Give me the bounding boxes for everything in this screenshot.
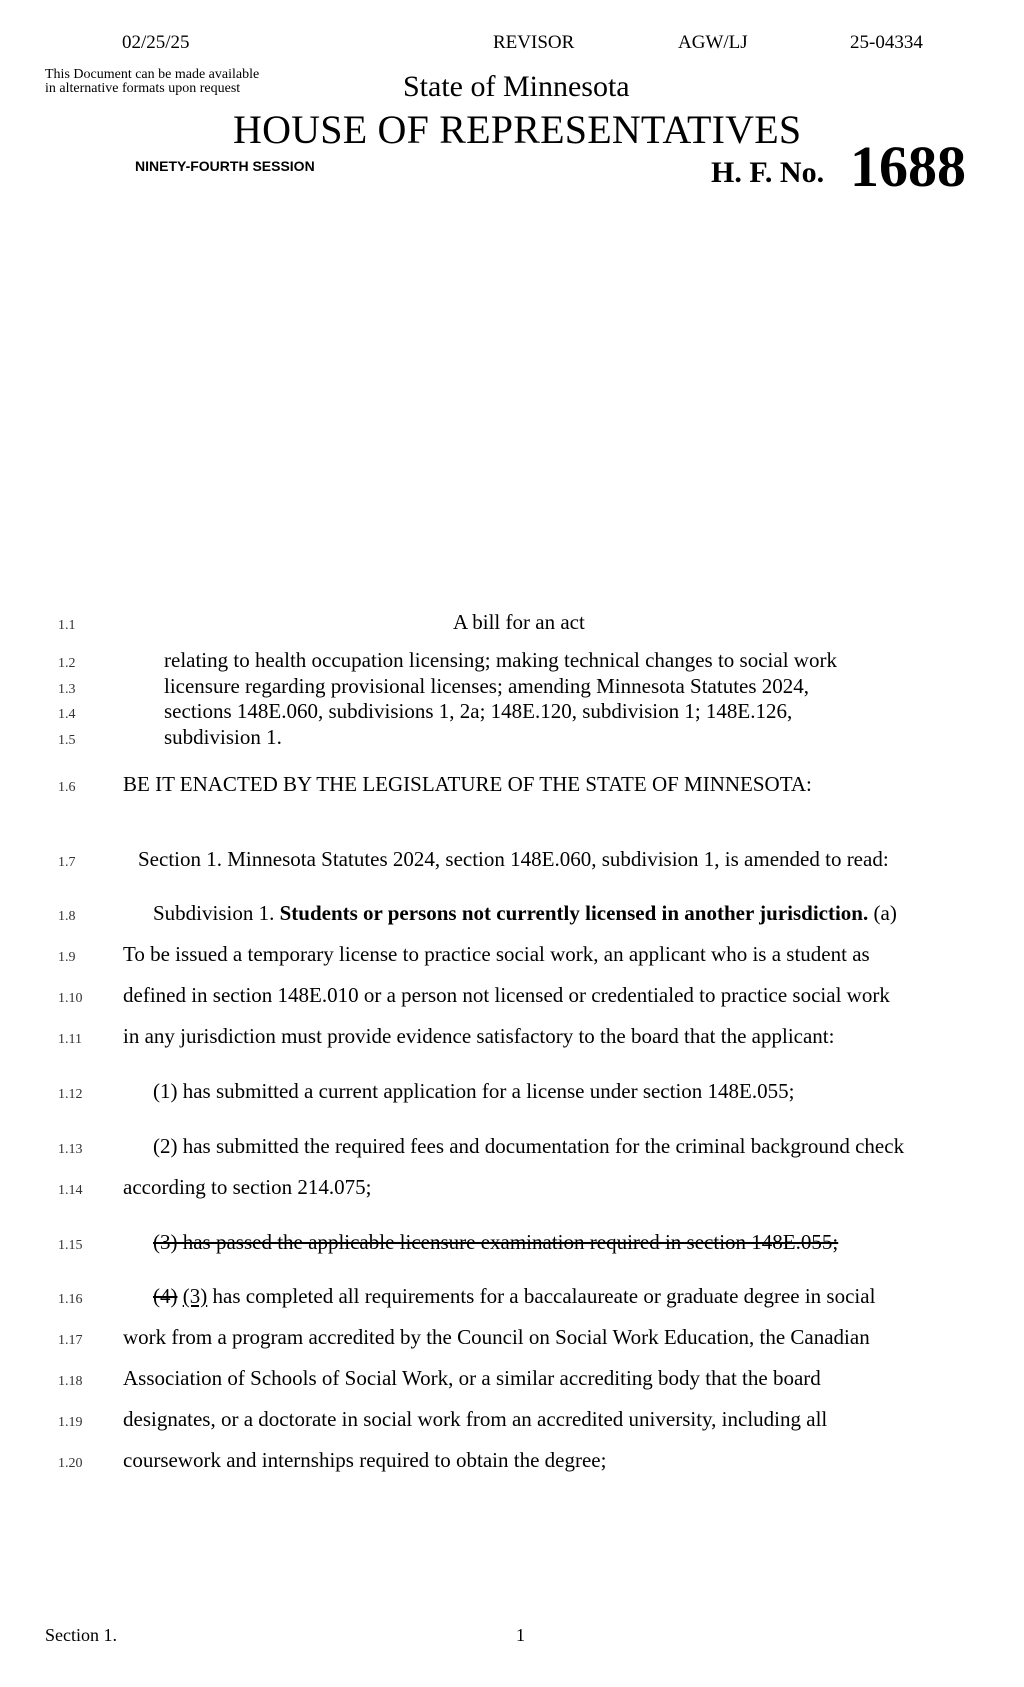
enacting-clause: BE IT ENACTED BY THE LEGISLATURE OF THE STATE OF MINNESOTA: <box>123 772 812 796</box>
notice-line-2: in alternative formats upon request <box>45 81 241 96</box>
inserted-text: (3) <box>182 1284 208 1308</box>
hf-number: 1688 <box>850 134 966 199</box>
bill-line: coursework and internships required to obtain the degree; <box>123 1448 607 1472</box>
line-number: 1.3 <box>58 682 76 697</box>
bill-line: relating to health occupation licensing; making technical changes to social work <box>164 648 837 672</box>
section-heading: Section 1. Minnesota Statutes 2024, section 148E.060, subdivision 1, is amended to read: <box>138 847 889 871</box>
line-number: 1.11 <box>58 1032 82 1047</box>
struck-line: (3) has passed the applicable licensure examination required in section 148E.055; <box>153 1230 839 1254</box>
bill-title: A bill for an act <box>453 610 585 634</box>
page-number: 1 <box>516 1625 525 1645</box>
line-number: 1.9 <box>58 950 76 965</box>
line-number: 1.18 <box>58 1374 83 1389</box>
line-number: 1.8 <box>58 909 76 924</box>
notice-line-1: This Document can be made available <box>45 67 260 82</box>
line-number: 1.16 <box>58 1292 83 1307</box>
bill-line: according to section 214.075; <box>123 1175 372 1199</box>
bill-line: (2) has submitted the required fees and documentation for the criminal background check <box>153 1134 905 1158</box>
line-text: has completed all requirements for a baccalaureate or graduate degree in social <box>207 1284 876 1308</box>
header-initials: AGW/LJ <box>678 32 748 53</box>
bill-line: work from a program accredited by the Council on Social Work Education, the Canadian <box>123 1325 870 1349</box>
line-number: 1.1 <box>58 618 76 633</box>
state-title: State of Minnesota <box>403 70 630 103</box>
line-number: 1.4 <box>58 707 76 722</box>
line-number: 1.19 <box>58 1415 83 1430</box>
line-number: 1.20 <box>58 1456 83 1471</box>
session-label: NINETY-FOURTH SESSION <box>135 158 315 174</box>
subdivision-line <box>153 901 897 926</box>
bill-line: sections 148E.060, subdivisions 1, 2a; 148E.120, subdivision 1; 148E.126, <box>164 699 793 723</box>
bill-line: in any jurisdiction must provide evidence satisfactory to the board that the applicant: <box>123 1024 835 1048</box>
line-number: 1.2 <box>58 656 76 671</box>
bill-line: subdivision 1. <box>164 725 282 749</box>
subdivision-prefix: Subdivision 1. <box>153 901 280 925</box>
line-number: 1.7 <box>58 855 76 870</box>
line-number: 1.5 <box>58 733 76 748</box>
bill-line: designates, or a doctorate in social work from an accredited university, including all <box>123 1407 828 1431</box>
line-number: 1.15 <box>58 1238 83 1253</box>
bill-line: defined in section 148E.010 or a person not licensed or credentialed to practice social work <box>123 983 890 1007</box>
line-number: 1.13 <box>58 1142 83 1157</box>
house-title: HOUSE OF REPRESENTATIVES <box>233 107 802 152</box>
subdivision-heading: Students or persons not currently licensed in another jurisdiction. <box>279 901 869 925</box>
line-number: 1.10 <box>58 991 83 1006</box>
bill-line: To be issued a temporary license to practice social work, an applicant who is a student as <box>123 942 870 966</box>
subdivision-suffix: (a) <box>868 901 897 925</box>
line-number: 1.14 <box>58 1183 83 1198</box>
hf-label: H. F. No. <box>711 156 825 189</box>
header-revisor: REVISOR <box>493 32 575 53</box>
header-date: 02/25/25 <box>122 32 190 53</box>
footer-section: Section 1. <box>45 1625 117 1645</box>
header-doc-code: 25-04334 <box>850 32 923 53</box>
amended-line <box>153 1284 875 1309</box>
line-number: 1.17 <box>58 1333 83 1348</box>
line-number: 1.6 <box>58 780 76 795</box>
bill-line: (1) has submitted a current application for a license under section 148E.055; <box>153 1079 795 1103</box>
struck-text: (4) <box>153 1284 178 1308</box>
bill-line: licensure regarding provisional licenses; amending Minnesota Statutes 2024, <box>164 674 810 698</box>
bill-line: Association of Schools of Social Work, or a similar accrediting body that the board <box>123 1366 821 1390</box>
line-number: 1.12 <box>58 1087 83 1102</box>
alternative-format-notice <box>45 68 259 96</box>
